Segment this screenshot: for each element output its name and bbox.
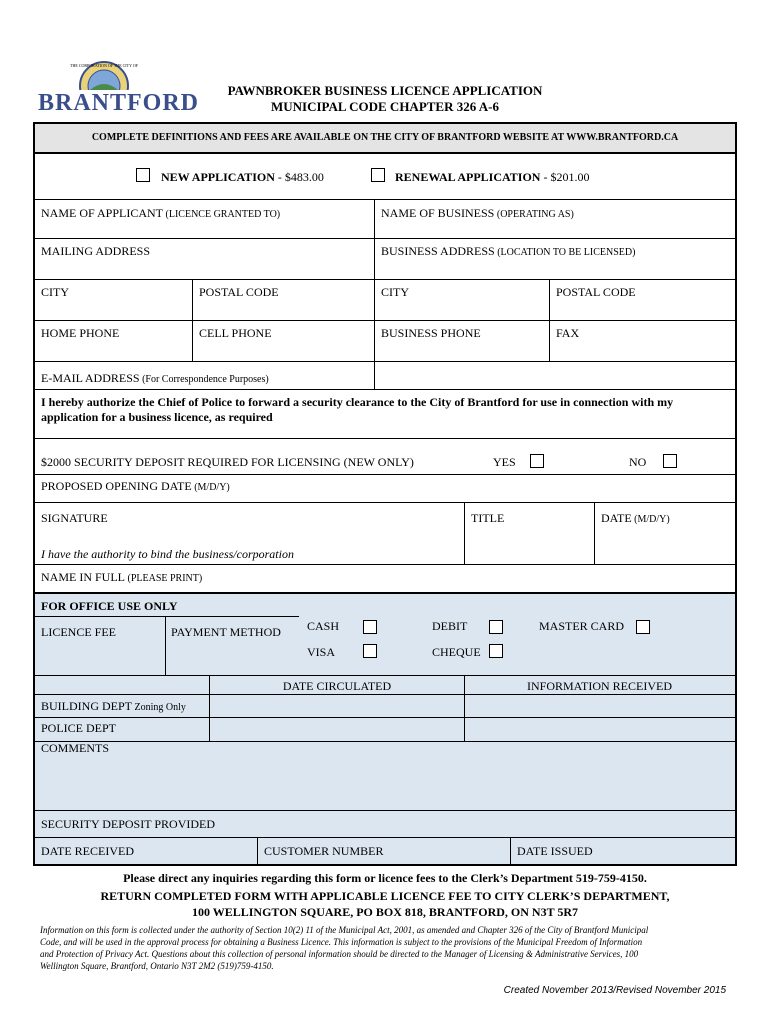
customer-number-field[interactable]: CUSTOMER NUMBER (264, 844, 384, 858)
business-address-field[interactable]: BUSINESS ADDRESS (LOCATION TO BE LICENSED) (381, 244, 636, 258)
opening-date-field[interactable]: PROPOSED OPENING DATE (M/D/Y) (41, 479, 230, 493)
deposit-no-checkbox[interactable] (663, 454, 677, 468)
deposit-no-label: NO (629, 455, 647, 469)
police-dept-row: POLICE DEPT (41, 721, 116, 735)
city-logo (38, 60, 200, 120)
return-instructions: RETURN COMPLETED FORM WITH APPLICABLE LICENCE FEE TO CITY CLERK’S DEPARTMENT, (100, 889, 670, 903)
security-deposit-provided-field[interactable]: SECURITY DEPOSIT PROVIDED (41, 817, 216, 831)
cheque-checkbox[interactable] (489, 644, 503, 658)
privacy-notice-3: and Protection of Privacy Act. Questions about this collection of personal information should be directed to the Manager of Licensing & Administrative Services, 100 (40, 949, 639, 959)
police-dept-date-cell[interactable] (210, 718, 464, 741)
authority-statement: I have the authority to bind the business/corporation (41, 547, 294, 561)
deposit-yes-checkbox[interactable] (530, 454, 544, 468)
visa-label: VISA (307, 645, 336, 659)
new-application-checkbox[interactable] (136, 168, 150, 182)
building-dept-row: BUILDING DEPT Zoning Only (41, 699, 186, 713)
security-deposit-label: $2000 SECURITY DEPOSIT REQUIRED FOR LICENSING (NEW ONLY) (41, 455, 414, 469)
privacy-notice-4: Wellington Square, Brantford, Ontario N3T 2M2 (519)759-4150. (40, 961, 274, 971)
business-phone-field[interactable]: BUSINESS PHONE (381, 326, 481, 340)
applicant-name-field[interactable]: NAME OF APPLICANT (LICENCE GRANTED TO) (41, 206, 281, 220)
date-received-field[interactable]: DATE RECEIVED (41, 844, 134, 858)
new-application-label: NEW APPLICATION - $483.00 (161, 170, 324, 184)
comments-label: COMMENTS (41, 741, 110, 755)
authorization-statement-cont: application for a business licence, as required (41, 410, 273, 424)
logo-ring-text: THE CORPORATION OF THE CITY OF (70, 63, 138, 68)
privacy-notice-2: Code, and will be used in the approval process for obtaining a Business Licence. This information is subject to the provisions of the Municipal Freedom of Information (40, 937, 643, 947)
renewal-application-checkbox[interactable] (371, 168, 385, 182)
authorization-statement: I hereby authorize the Chief of Police to forward a security clearance to the City of Brantford for use in connection with my (41, 395, 674, 409)
date-circulated-header: DATE CIRCULATED (282, 679, 392, 693)
cell-phone-field[interactable]: CELL PHONE (199, 326, 272, 340)
police-dept-info-cell[interactable] (465, 718, 735, 741)
fax-field[interactable]: FAX (556, 326, 580, 340)
office-use-heading: FOR OFFICE USE ONLY (41, 599, 178, 613)
date-issued-field[interactable]: DATE ISSUED (517, 844, 593, 858)
return-address: 100 WELLINGTON SQUARE, PO BOX 818, BRANTFORD, ON N3T 5R7 (191, 905, 579, 919)
privacy-notice-1: Information on this form is collected under the authority of Section 10(2) 11 of the Municipal Act, 2001, as amended and Chapter 326 of the City of Brantford Municipal (40, 925, 649, 935)
form-title: PAWNBROKER BUSINESS LICENCE APPLICATION (227, 83, 543, 98)
renewal-application-label: RENEWAL APPLICATION - $201.00 (395, 170, 590, 184)
business-postal-code-field[interactable]: POSTAL CODE (556, 285, 636, 299)
information-received-header: INFORMATION RECEIVED (527, 679, 672, 693)
building-dept-date-cell[interactable] (210, 695, 464, 717)
cash-label: CASH (307, 619, 340, 633)
business-city-field[interactable]: CITY (381, 285, 409, 299)
licence-fee-label: LICENCE FEE (41, 625, 116, 639)
cash-checkbox[interactable] (363, 620, 377, 634)
business-name-field[interactable]: NAME OF BUSINESS (OPERATING AS) (381, 206, 574, 220)
email-field[interactable]: E-MAIL ADDRESS (For Correspondence Purposes) (41, 371, 269, 385)
city-field[interactable]: CITY (41, 285, 69, 299)
deposit-yes-label: YES (493, 455, 516, 469)
cheque-label: CHEQUE (432, 645, 481, 659)
form-subtitle: MUNICIPAL CODE CHAPTER 326 A-6 (271, 99, 499, 114)
debit-checkbox[interactable] (489, 620, 503, 634)
visa-checkbox[interactable] (363, 644, 377, 658)
revision-date: Created November 2013/Revised November 2015 (503, 985, 726, 996)
comments-area[interactable] (36, 756, 734, 810)
inquiries-notice: Please direct any inquiries regarding this form or licence fees to the Clerk’s Department 519-759-4150. (123, 871, 647, 885)
logo-wordmark: BRANTFORD (38, 90, 200, 116)
building-dept-info-cell[interactable] (465, 695, 735, 717)
mailing-address-field[interactable]: MAILING ADDRESS (41, 244, 151, 258)
title-field[interactable]: TITLE (471, 511, 505, 525)
website-notice: COMPLETE DEFINITIONS AND FEES ARE AVAILABLE ON THE CITY OF BRANTFORD WEBSITE AT WWW.BRANTFORD.CA (91, 132, 679, 143)
signature-date-field[interactable]: DATE (M/D/Y) (601, 511, 670, 525)
home-phone-field[interactable]: HOME PHONE (41, 326, 120, 340)
master-card-checkbox[interactable] (636, 620, 650, 634)
master-card-label: MASTER CARD (539, 619, 625, 633)
payment-method-label: PAYMENT METHOD (171, 625, 281, 639)
name-in-full-field[interactable]: NAME IN FULL (PLEASE PRINT) (41, 570, 203, 584)
signature-field[interactable]: SIGNATURE (41, 511, 108, 525)
postal-code-field[interactable]: POSTAL CODE (199, 285, 279, 299)
debit-label: DEBIT (432, 619, 468, 633)
